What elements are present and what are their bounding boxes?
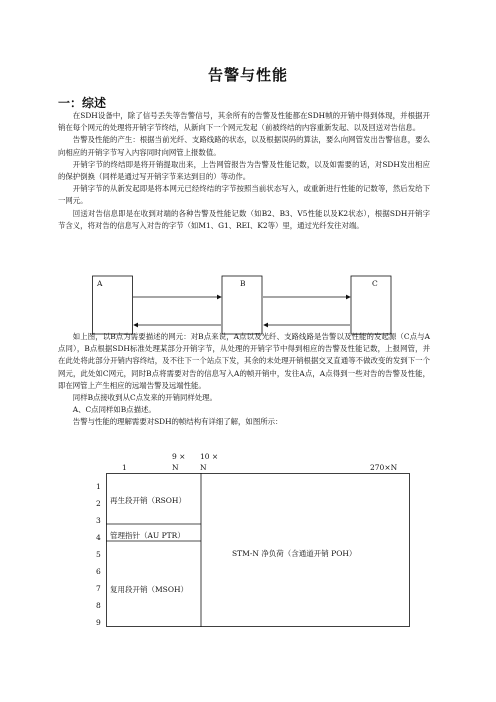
frame-header-9n: 9 × — [172, 452, 186, 461]
intro-paragraphs — [58, 110, 430, 232]
row-number: 3 — [96, 516, 101, 525]
row-number: 9 — [96, 618, 101, 627]
paragraph: 在SDH设备中，除了信号丢失等告警信号，其余所有的告警及性能都在SDH帧的开销中得到体现，并根据开销在每个网元的处理将开销字节终结，从新向下一个网元发起（前被终结的内容重新发起、以及回送对告信息。 — [58, 111, 430, 133]
frame-header-270n: 270×N — [370, 463, 398, 472]
paragraph: 开销字节的从新发起即是将本网元已经终结的字节按照当前状态写入，或重新进行性能的记数等，然后发给下一网元。 — [58, 184, 430, 206]
node-b-label: B — [240, 279, 246, 288]
paragraph: 回送对告信息即是在收到对端的各种告警及性能记数（如B2、B3、V5性能以及K2状态），根据SDH开销字节含义，将对告的信息写入对告的字节（如M1、G1、REI、K2等）里，通过光纤发往对端。 — [58, 208, 430, 230]
node-a-label: A — [97, 279, 103, 288]
explanation-paragraphs — [58, 331, 430, 429]
row-number: 8 — [96, 601, 101, 610]
frame-header-10n-n: N — [200, 463, 207, 472]
row-number: 2 — [96, 499, 101, 508]
frame-header-col1: 1 — [122, 463, 127, 472]
page-title: 告警与性能 — [207, 66, 288, 84]
paragraph: A、C点同样如B点描述。 — [72, 405, 156, 415]
row-number: 4 — [96, 533, 101, 542]
frame-header-9n-n: N — [172, 463, 179, 472]
paragraph: 开销字节的终结即是将开销提取出来，上告网管报告为告警及性能记数，以及如需要的话，对SDH发出相应的保护倒换（同样是通过写开销字节来达到目的）等动作。 — [58, 159, 430, 182]
paragraph: 如上图，以B点为需要描述的网元：对B点来说，A点以及光纤、支路线路是告警以及性能的发起源（C点与A点同），B点根据SDH标准处理某部分开销字节，从处理的开销字节中得到相应的告警及性能记数，上报网管，并在此处将此部分开销内容终结，及不往下一个站点下发，其余的未处理开销根据交叉直通等不做改变的发到下一个网元，此处如C网元，同时B点将需要对告的信息写入A的帧开销中，发往A点，A点得到一些对告的告警及性能，即在网管上产生相应的远端告警及远端性能。 — [58, 332, 430, 390]
rsoh-label: 再生段开销（RSOH） — [110, 496, 186, 505]
row-number: 6 — [96, 567, 101, 576]
row-number: 5 — [96, 550, 101, 559]
row-number: 1 — [96, 482, 101, 491]
section-heading: 一：综述 — [58, 96, 107, 110]
payload-label: STM-N 净负荷（含通道开销 POH） — [232, 549, 357, 558]
frame-header-10n: 10 × — [200, 452, 219, 461]
node-c-box — [351, 276, 391, 334]
msoh-label: 复用段开销（MSOH） — [110, 585, 189, 594]
au-ptr-label: 管理指针（AU PTR） — [110, 531, 185, 540]
paragraph: 告警与性能的理解需要对SDH的帧结构有详细了解，如图所示： — [72, 417, 283, 427]
paragraph: 同样B点接收到从C点发来的开销同样处理。 — [72, 393, 217, 403]
row-number: 7 — [96, 584, 101, 593]
node-c-label: C — [372, 279, 378, 288]
paragraph: 告警及性能的产生：根据当前光纤、支路线路的状态，以及根据误码的算法，要么向网管发出告警信息，要么向相应的开销字节写入内容同时向网管上报数值。 — [58, 135, 430, 157]
